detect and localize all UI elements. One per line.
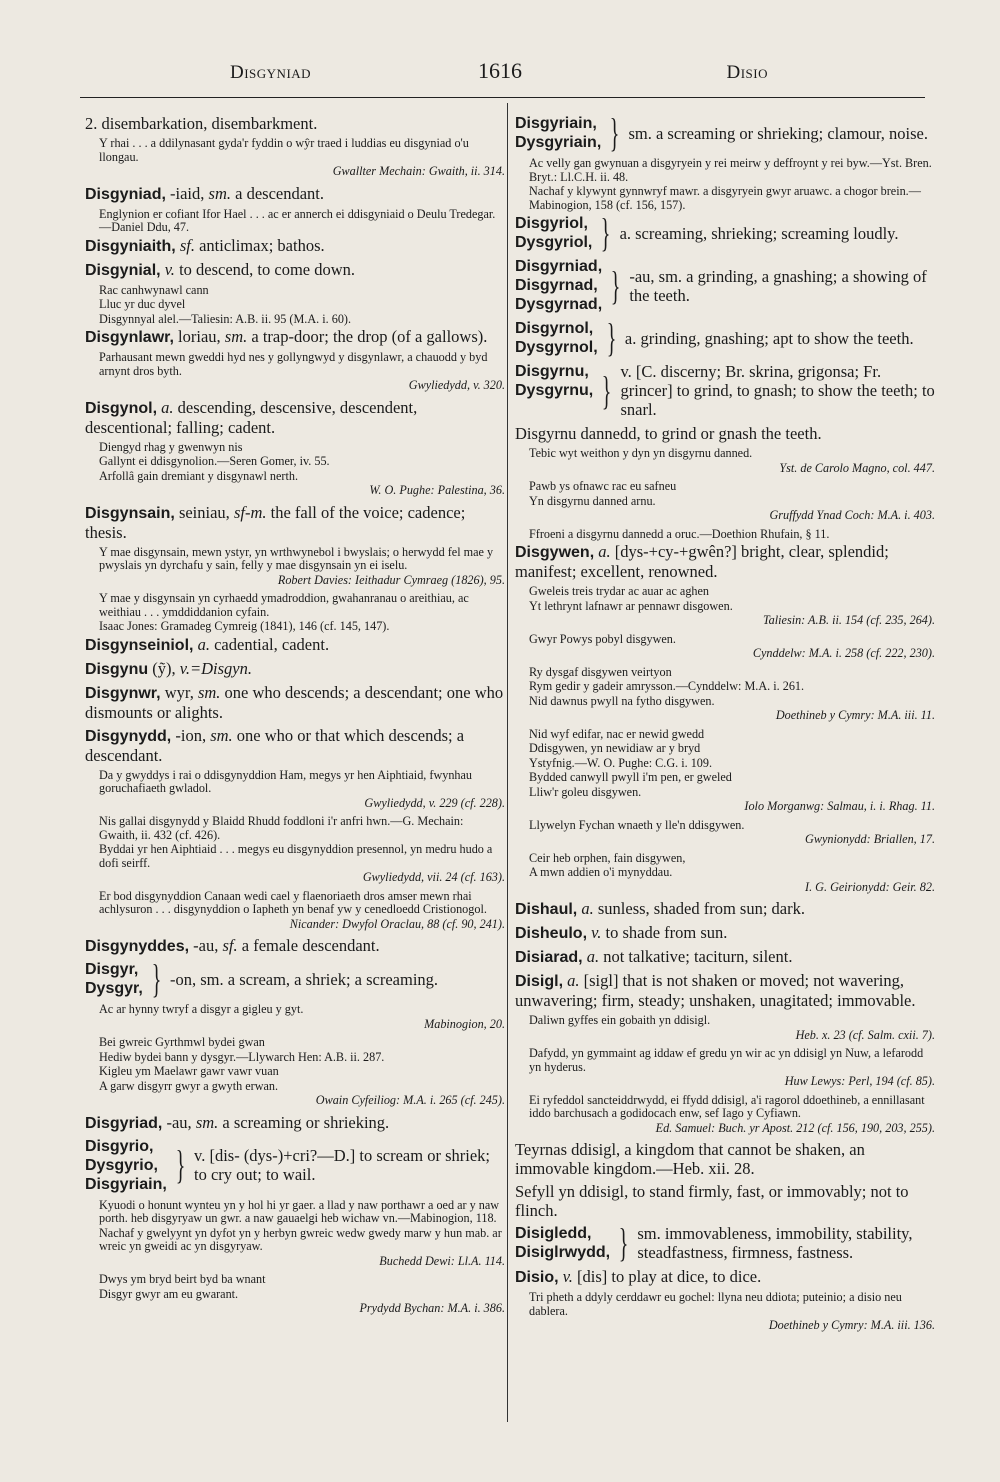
quotation: Englynion er cofiant Ifor Hael . . . ac er annerch ei ddisgyniaid o Deulu Tredegar.—Daniel Ddu, 47. (99, 206, 496, 234)
headword: Disgyriain, (85, 1175, 167, 1193)
quotation: Tebic wyt weithon y dyn yn disgyrnu danned. (529, 446, 753, 460)
quotation: Y rhai . . . a ddilynasant gyda'r fyddin o wŷr traed i luddias eu disgyniad o'u llongau. (99, 136, 469, 164)
citation: Huw Lewys: Perl, 194 (cf. 85). (784, 1074, 935, 1088)
headword: Disgyrnu, (515, 363, 589, 380)
headword: Disgynwr, (85, 684, 161, 702)
definition: a screaming or shrieking. (218, 1112, 390, 1132)
grouped-headwords (515, 319, 598, 357)
headword: Disgynial, (85, 261, 161, 279)
inflection: -au, (162, 1112, 196, 1132)
grouped-headwords (515, 1224, 610, 1262)
entry (85, 184, 505, 204)
quotation: Kyuodi o honunt wynteu yn y hol hi yr gaer. a llad y naw porthawr a oed ar y naw porth. heb disgyryaw un gwr. a naw gauaelgi heb wichaw vn.—Mabinogion, 118. (99, 1197, 500, 1225)
headword: Dysgyriol, (515, 234, 593, 251)
citation: Gwyliedydd, v. 229 (cf. 228). (364, 795, 505, 810)
entry (85, 635, 505, 655)
citation: Robert Davies: Ieithadur Cymraeg (1826), 95. (277, 572, 505, 587)
citation: Owain Cyfeiliog: M.A. i. 265 (cf. 245). (315, 1093, 505, 1107)
definition: a. grinding, gnashing; apt to show the teeth. (624, 328, 914, 348)
entry (85, 398, 505, 437)
quotation: Er bod disgynyddion Canaan wedi cael y flaenoriaeth dros amser mewn rhai achlysuron . . . disgynyddion o Iapheth yn benaf yw y cenedloedd Cristionogol. (99, 888, 487, 916)
part-of-speech: sm. (208, 183, 231, 203)
quotation: Rac canhwynawl cann (99, 282, 209, 297)
headword: Disio, (515, 1269, 559, 1286)
headword: Disgyrnol, (515, 320, 594, 337)
quotation: Yn disgyrnu danned arnu. (529, 493, 656, 508)
grouped-headwords (85, 1137, 167, 1194)
citation: Prydydd Bychan: M.A. i. 386. (359, 1301, 505, 1315)
brace: } (610, 262, 621, 308)
headword: Disgyr, (85, 961, 139, 978)
entry (515, 923, 935, 943)
definition: the fall of the voice; cadence; thesis. (85, 502, 466, 542)
definition: a. screaming, shrieking; screaming loudly. (619, 223, 899, 243)
quotation: Nachaf y klywynt gynnwryf mawr. a disgyryein gwyr aruawc. a chogor brein.—Mabinogion, 158 (cf. 156, 157). (529, 184, 921, 212)
citation: Yst. de Carolo Magno, col. 447. (779, 460, 935, 475)
quotation: Nid dawnus pwyll na fytho disgywen. (529, 693, 715, 708)
part-of-speech: v. (179, 658, 190, 678)
definition: [dis] to play at dice, to dice. (572, 1267, 762, 1286)
left-guide-word: Disgyniad (230, 62, 312, 83)
quotation: Y mae disgynsain, mewn ystyr, yn wrthwynebol i bwyslais; o herwydd fel mae y pwyslais yn dyrchafu y sain, felly y mae disgynsain yn ei iselu. (99, 544, 494, 572)
citation: Nicander: Dwyfol Oraclau, 88 (cf. 90, 241). (289, 916, 505, 931)
quotation: Dafydd, yn gymmaint ag iddaw ef gredu yn wir ac yn ddisigl yn Nuw, a lefarodd yn hyderus. (529, 1046, 924, 1074)
definition: a female descendant. (237, 936, 380, 955)
quotation: Arfollâ gain dremiant y disgynawl nerth. (99, 468, 299, 483)
entry (85, 327, 505, 347)
quotation: Ffroeni a disgyrnu dannedd a oruc.—Doethion Rhufain, § 11. (529, 526, 830, 541)
definition: sunless, shaded from sun; dark. (593, 899, 805, 918)
headword: Disgynol, (85, 399, 158, 417)
page-number: 1616 (478, 58, 522, 83)
quotation: Ac ar hynny twryf a disgyr a gigleu y gyt. (99, 1002, 304, 1016)
entry (85, 726, 505, 765)
headword: Disiglrwydd, (515, 1244, 611, 1261)
quotation: Ac velly gan gwynuan a disgyryein y rei meirw y deffroynt y rei byw.—Yst. Bren. Bryt.: Ll.C.H. ii. 48. (529, 156, 932, 184)
brace: } (175, 1142, 186, 1187)
definition: v. [dis- (dys-)+cri?—D.] to scream or shriek; to cry out; to wail. (194, 1146, 490, 1184)
part-of-speech: a. (193, 634, 210, 654)
right-column (515, 112, 935, 1338)
definition: sm. a screaming or shrieking; clamour, noise. (628, 123, 928, 143)
quotation: Disgynnyal alel.—Taliesin: A.B. ii. 95 (M.A. i. 60). (99, 311, 352, 326)
headword: Disgynsain, (85, 504, 175, 522)
definition: cadential, cadent. (209, 634, 330, 654)
left-column (85, 112, 505, 1321)
quotation: Isaac Jones: Gramadeg Cymreig (1841), 146 (cf. 145, 147). (99, 619, 390, 633)
grouped-entry (515, 362, 935, 419)
headword: Disgyrnad, (515, 277, 598, 294)
inflection: -ion, (171, 725, 211, 745)
definition: descending, descensive, descendent, descentional; falling; cadent. (85, 397, 418, 437)
part-of-speech: a. (577, 899, 594, 918)
definition: =Disgyn. (189, 658, 252, 678)
definition: anticlimax; bathos. (194, 235, 325, 255)
quotation: Nid wyf edifar, nac er newid gwedd (529, 726, 705, 741)
entry (85, 503, 505, 542)
quotation: Hediw bydei bann y dysgyr.—Llywarch Hen: A.B. ii. 287. (99, 1049, 385, 1064)
brace: } (151, 956, 162, 1001)
part-of-speech: sf-m. (233, 502, 267, 522)
headword: Disgyriol, (515, 215, 588, 232)
quotation: Ystyfnig.—W. O. Pughe: C.G. i. 109. (529, 755, 713, 770)
quotation: Byddai yr hen Aiphtiaid . . . megys eu disgynyddion presennol, yn medru hudo a dofi seirff. (99, 842, 493, 870)
headword: Disgyriad, (85, 1114, 163, 1132)
entry (85, 236, 505, 256)
entry (515, 947, 935, 967)
inflection: (ỹ), (148, 658, 180, 678)
page-header (82, 58, 918, 88)
quotation: Daliwn gyffes ein gobaith yn ddisigl. (529, 1013, 711, 1027)
part-of-speech: sf. (175, 235, 195, 255)
entry (515, 1267, 935, 1287)
part-of-speech: sm. (195, 1112, 219, 1132)
definition: one who or that which descends; a descendant. (85, 725, 465, 765)
brace: } (606, 315, 617, 360)
grouped-entry (515, 110, 935, 155)
brace: } (602, 367, 612, 413)
citation: Doethineb y Cymry: M.A. iii. 11. (775, 708, 935, 722)
grouped-headwords (85, 960, 143, 998)
definition: [sigl] that is not shaken or moved; not wavering, unwavering; firm, steady; unshaken, unagitated; immovable. (515, 971, 916, 1010)
citation: Ed. Samuel: Buch. yr Apost. 212 (cf. 156, 190, 203, 255). (655, 1120, 935, 1135)
part-of-speech: a. (594, 542, 611, 561)
entry (85, 936, 505, 956)
citation: Gruffydd Ynad Coch: M.A. i. 403. (769, 508, 935, 522)
quotation: Gwyr Powys pobyl disgywen. (529, 631, 676, 646)
brace: } (610, 110, 620, 155)
part-of-speech: v. (587, 923, 602, 942)
part-of-speech: sm. (224, 327, 248, 346)
column-divider (507, 103, 508, 1422)
headword: Disgynseiniol, (85, 636, 194, 654)
phrase: Sefyll yn ddisigl, to stand firmly, fast, or immovably; not to flinch. (515, 1182, 909, 1220)
quotation: Llywelyn Fychan wnaeth y lle'n ddisgywen. (529, 817, 745, 832)
definition: a descendant. (231, 183, 324, 203)
quotation: Ei ryfeddol sancteiddrwydd, ei ffydd ddisigl, a'i ragorol ddoethineb, a ennillasant iddo barchusach a godidocach enw, sef Iago y Cyfiawn. (529, 1092, 925, 1120)
quotation: Dwys ym bryd beirt byd ba wnant (99, 1272, 266, 1286)
headword: Dysgyrnu, (515, 382, 594, 399)
headword: Dysgyrio, (85, 1156, 158, 1174)
quotation: Ceir heb orphen, fain disgywen, (529, 850, 686, 865)
brace: } (601, 210, 611, 255)
grouped-entry (85, 956, 505, 1001)
definition: sm. immovableness, immobility, stability, steadfastness, firmness, fastness. (637, 1224, 913, 1262)
headword: Disgynyddes, (85, 938, 190, 955)
quotation: Pawb ys ofnawc rac eu safneu (529, 479, 677, 493)
definition: a trap-door; the drop (of a gallows). (247, 327, 488, 346)
headword: Disgyrio, (85, 1137, 154, 1155)
quotation: Lluc yr duc dyvel (99, 297, 186, 311)
part-of-speech: a. (157, 397, 174, 417)
quotation: Y mae y disgynsain yn cyrhaedd ymadroddion, gwahanranau o areithiau, ac weithiau . . . ymddiddanion cyfain. (99, 591, 469, 619)
headword: Disgywen, (515, 544, 595, 561)
headword: Dishaul, (515, 901, 578, 918)
quotation: Kigleu ym Maelawr gawr vawr vuan (99, 1064, 279, 1078)
quotation: Gweleis treis trydar ac auar ac aghen (529, 584, 710, 598)
entry (85, 260, 505, 280)
entry (85, 659, 505, 679)
grouped-headwords (515, 114, 601, 152)
inflection: loriau, (173, 327, 225, 346)
grouped-entry (515, 210, 935, 255)
headword: Disigledd, (515, 1225, 592, 1242)
part-of-speech: sm. (210, 725, 233, 745)
grouped-headwords (515, 362, 593, 419)
definition: -on, sm. a scream, a shriek; a screaming. (170, 969, 439, 989)
entry (85, 683, 505, 722)
headword: Disgynu (85, 660, 149, 678)
definition: not talkative; taciturn, silent. (599, 947, 793, 966)
part-of-speech: sm. (197, 682, 221, 702)
headword: Disgyrniad, (515, 258, 603, 275)
part-of-speech: v. (558, 1267, 573, 1286)
part-of-speech: sf. (222, 936, 238, 955)
quotation: Bydded canwyll pwyll i'm pen, er gweled (529, 770, 732, 784)
definition: [dys-+cy-+gwên?] bright, clear, splendid; manifest; excellent, renowned. (515, 542, 889, 581)
quotation: A garw disgyrr gwyr a gwyth erwan. (99, 1078, 279, 1093)
citation: Gwyliedydd, v. 320. (408, 378, 505, 392)
citation: Cynddelw: M.A. i. 258 (cf. 222, 230). (752, 646, 935, 660)
entry (515, 899, 935, 919)
sense-text: 2. disembarkation, disembarkment. (85, 114, 318, 133)
headword: Disgynlawr, (85, 329, 174, 346)
quotation: Nis gallai disgynydd y Blaidd Rhudd foddloni i'r anfri hwn.—G. Mechain: Gwaith, ii. 432 (cf. 426). (99, 814, 464, 842)
quotation: Ddisgywen, yn newidiaw ar y bryd (529, 741, 701, 755)
inflection: -iaid, (165, 183, 209, 203)
right-guide-word: Disio (726, 62, 768, 83)
grouped-entry (515, 315, 935, 360)
grouped-entry (515, 1220, 935, 1265)
citation: Taliesin: A.B. ii. 154 (cf. 235, 264). (763, 613, 935, 627)
headword: Dysgyr, (85, 980, 143, 997)
definition: v. [C. discerny; Br. skrina, grigonsa; Fr. grincer] to grind, to gnash; to show the teeth; to snarl. (620, 362, 935, 419)
headword: Disigl, (515, 973, 564, 990)
quotation: Ry dysgaf disgywen veirtyon (529, 664, 672, 679)
citation: Doethineb y Cymry: M.A. iii. 136. (768, 1318, 935, 1332)
quotation: Diengyd rhag y gwenwyn nis (99, 439, 243, 454)
citation: Gwynionydd: Briallen, 17. (805, 832, 935, 846)
brace: } (618, 1220, 629, 1265)
part-of-speech: a. (582, 947, 600, 966)
grouped-headwords (515, 257, 602, 314)
headword: Disiarad, (515, 949, 583, 966)
quotation: Disgyr gwyr am eu gwarant. (99, 1286, 239, 1301)
quotation: Da y gwyddys i rai o ddisgynyddion Ham, megys yr hen Aiphtiaid, fwynhau goruchafiaeth gwladol. (99, 767, 473, 795)
definition: -au, sm. a grinding, a gnashing; a showing of the teeth. (629, 266, 927, 305)
quotation: A mwn addien o'i mynyddau. (529, 865, 673, 879)
citation: I. G. Geirionydd: Geir. 82. (805, 879, 935, 894)
headword: Dysgyrnad, (515, 296, 603, 313)
quotation: Bei gwreic Gyrthmwl bydei gwan (99, 1035, 265, 1049)
citation: Heb. x. 23 (cf. Salm. cxii. 7). (795, 1027, 935, 1042)
entry (85, 1113, 505, 1133)
definition: to descend, to come down. (174, 259, 356, 279)
inflection: wyr, (160, 682, 198, 702)
headword: Disgyriain, (515, 115, 597, 132)
header-rule (80, 97, 925, 98)
inflection: seiniau, (174, 502, 234, 522)
definition: one who descends; a descendant; one who dismounts or alights. (85, 682, 504, 722)
grouped-entry (515, 257, 935, 314)
entry (515, 542, 935, 581)
headword: Disgyniaith, (85, 237, 176, 255)
quotation: Parhausant mewn gweddi hyd nes y gollyngwyd y disgynlawr, a chauodd y byd arnynt dros byth. (99, 350, 488, 378)
citation: Mabinogion, 20. (424, 1016, 505, 1031)
quotation: Gallynt ei ddisgynolion.—Seren Gomer, iv. 55. (99, 454, 330, 468)
headword: Disheulo, (515, 925, 588, 942)
headword: Disgyniad, (85, 185, 166, 203)
part-of-speech: v. (160, 259, 175, 279)
quotation: Nachaf y gwelyynt yn dyfot yn y herbyn gwreic wedw gwedy marw y hun mab. ar wreic yn gweidi ac yn disgyryaw. (99, 1225, 502, 1253)
quotation: Tri pheth a ddyly cerddawr eu gochel: llyna neu ddiota; puteinio; a disio neu dablera. (529, 1290, 902, 1318)
citation: W. O. Pughe: Palestina, 36. (369, 483, 505, 497)
headword: Disgynydd, (85, 727, 172, 745)
phrase: Teyrnas ddisigl, a kingdom that cannot be shaken, an immovable kingdom.—Heb. xii. 28. (515, 1140, 865, 1178)
grouped-entry (85, 1137, 505, 1194)
citation: Gwallter Mechain: Gwaith, ii. 314. (332, 164, 505, 178)
headword: Dysgyrnol, (515, 339, 598, 356)
grouped-headwords (515, 214, 592, 252)
quotation: Yt lethrynt lafnawr ar pennawr disgowen. (529, 598, 733, 613)
citation: Gwyliedydd, vii. 24 (cf. 163). (362, 870, 505, 884)
entry (515, 971, 935, 1010)
inflection: -au, (189, 936, 223, 955)
phrase: Disgyrnu dannedd, to grind or gnash the teeth. (515, 424, 822, 443)
headword: Dysgyriain, (515, 134, 602, 151)
quotation: Rym gedir y gadeir amrysson.—Cynddelw: M.A. i. 261. (529, 679, 805, 693)
quotation: Lliw'r goleu disgywen. (529, 784, 642, 799)
definition: to shade from sun. (601, 923, 728, 942)
citation: Iolo Morganwg: Salmau, i. i. Rhag. 11. (744, 799, 935, 813)
citation: Buchedd Dewi: Ll.A. 114. (379, 1253, 505, 1268)
part-of-speech: a. (563, 971, 580, 990)
